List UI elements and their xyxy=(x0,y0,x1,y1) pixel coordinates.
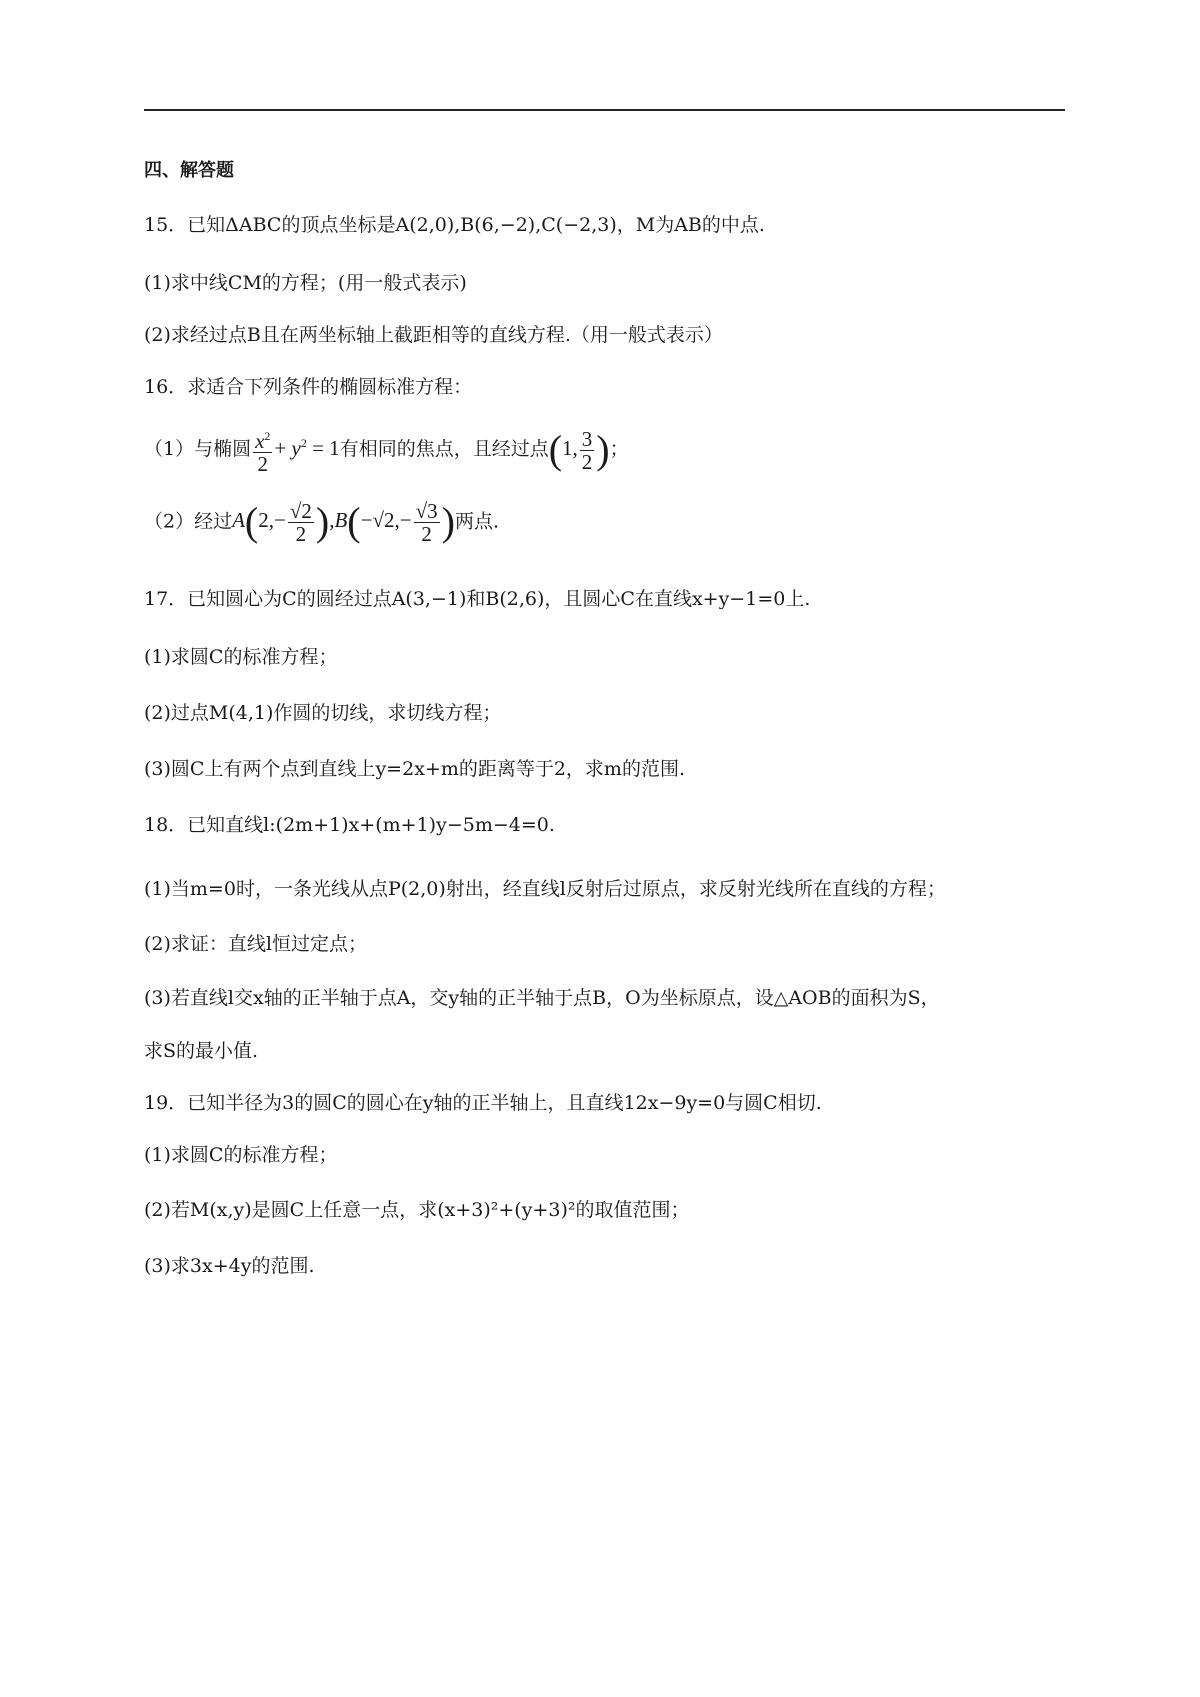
q18-part3-line2: 求S的最小值. xyxy=(144,1040,259,1062)
q18-part3-line1: (3)若直线l交x轴的正半轴于点A，交y轴的正半轴于点B，O为坐标原点，设△AOB的面积为S， xyxy=(144,987,940,1009)
q18-stem: 18．已知直线l:(2m+1)x+(m+1)y−5m−4=0. xyxy=(144,814,555,836)
q16-part1-prefix: （1）与椭圆 xyxy=(144,437,252,460)
q19-part3: (3)求3x+4y的范围. xyxy=(144,1255,315,1277)
q16-part1-end: ； xyxy=(609,437,629,460)
q16-part1-middle: 有相同的焦点，且经过点 xyxy=(339,437,549,460)
q18-part2: (2)求证：直线l恒过定点； xyxy=(144,933,367,955)
points-AB: A(2,− $\frac{√2}{2}$ ),B(−√2,− $\frac{√3}{2}$ ) xyxy=(232,499,455,546)
q17-stem: 17．已知圆心为C的圆经过点A(3,−1)和B(2,6)，且圆心C在直线x+y−1=0上. xyxy=(144,588,811,610)
q19-part2: (2)若M(x,y)是圆C上任意一点，求(x+3)²+(y+3)²的取值范围； xyxy=(144,1199,690,1221)
section-heading: 四、解答题 xyxy=(144,160,234,181)
point-1-3half: (1, $\frac{3}{2}$ ) xyxy=(548,426,610,474)
q16-part2-end: 两点. xyxy=(454,510,499,533)
q16-part1 xyxy=(144,425,629,485)
q18-part1: (1)当m=0时，一条光线从点P(2,0)射出，经直线l反射后过原点，求反射光线所在直线的方程； xyxy=(144,878,946,900)
q17-part2: (2)过点M(4,1)作圆的切线，求切线方程； xyxy=(144,702,502,724)
q16-part2 xyxy=(144,500,499,560)
q15-part1: (1)求中线CM的方程；(用一般式表示) xyxy=(144,272,467,294)
q17-part3: (3)圆C上有两个点到直线上y=2x+m的距离等于2，求m的范围. xyxy=(144,758,685,780)
ellipse-formula: $\frac{x^2}{2}$ + $y^2 = 1$ xyxy=(251,436,340,460)
header-rule xyxy=(144,109,1065,111)
q19-part1: (1)求圆C的标准方程； xyxy=(144,1144,338,1166)
q16-stem: 16．求适合下列条件的椭圆标准方程： xyxy=(144,376,473,398)
q15-stem: 15．已知ΔABC的顶点坐标是A(2,0),B(6,−2),C(−2,3)，M为AB的中点. xyxy=(144,214,765,236)
q17-part1: (1)求圆C的标准方程； xyxy=(144,646,338,668)
q16-part2-prefix: （2）经过 xyxy=(144,510,233,533)
q19-stem: 19．已知半径为3的圆C的圆心在y轴的正半轴上，且直线12x−9y=0与圆C相切. xyxy=(144,1092,822,1114)
q15-part2: (2)求经过点B且在两坐标轴上截距相等的直线方程.（用一般式表示） xyxy=(144,324,723,346)
